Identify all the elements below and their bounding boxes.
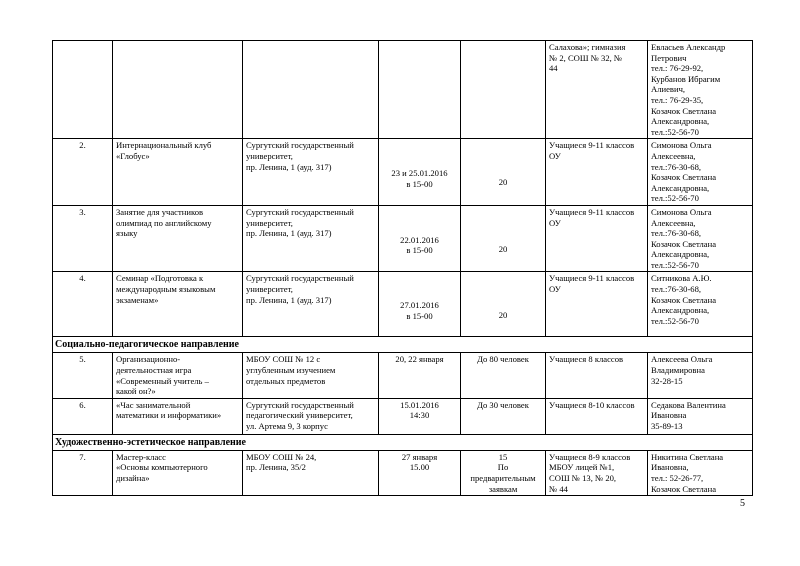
cell-contact-line: Ивановна bbox=[651, 410, 687, 421]
cell-venue bbox=[243, 353, 379, 398]
cell-venue bbox=[243, 139, 379, 206]
cell-event-line: Интернациональный клуб bbox=[116, 140, 212, 151]
cell-contact-line: Александровна, bbox=[651, 249, 710, 260]
table-row bbox=[53, 41, 753, 139]
cell-contact bbox=[648, 398, 753, 434]
cell-count-line: заявкам bbox=[488, 483, 518, 494]
cell-audience-line: ОУ bbox=[549, 284, 561, 295]
cell-contact bbox=[648, 139, 753, 206]
cell-venue-line: Сургутский государственный bbox=[246, 206, 354, 217]
cell-number bbox=[53, 205, 113, 272]
cell-count-line: По bbox=[497, 462, 509, 473]
cell-count bbox=[461, 41, 546, 139]
cell-event-line: Семинар «Подготовка к bbox=[116, 273, 204, 284]
cell-audience-line: 44 bbox=[549, 63, 558, 74]
cell-contact-line: Александровна, bbox=[651, 116, 710, 127]
cell-audience-line: Учащиеся 9-11 классов bbox=[549, 206, 635, 217]
cell-contact-line: Козачок Светлана bbox=[651, 172, 717, 183]
table-row bbox=[53, 272, 753, 337]
cell-contact-line: Симонова Ольга bbox=[651, 140, 712, 151]
cell-count bbox=[461, 353, 546, 398]
cell-audience bbox=[546, 272, 648, 337]
cell-audience-line: Учащиеся 8-10 классов bbox=[549, 399, 635, 410]
table-row bbox=[53, 450, 753, 495]
cell-event bbox=[113, 41, 243, 139]
cell-audience-line: МБОУ лицей №1, bbox=[549, 462, 615, 473]
cell-audience-line: Учащиеся 9-11 классов bbox=[549, 140, 635, 151]
cell-contact-line: Александровна, bbox=[651, 182, 710, 193]
cell-venue bbox=[243, 272, 379, 337]
cell-contact-line: тел.: 76-29-35, bbox=[651, 94, 704, 105]
cell-number bbox=[53, 41, 113, 139]
cell-event bbox=[113, 353, 243, 398]
cell-audience-line: № 44 bbox=[549, 483, 568, 494]
cell-audience-line: ОУ bbox=[549, 150, 561, 161]
cell-event-line: дизайна» bbox=[116, 473, 150, 484]
cell-contact-line: Евласьев Александр bbox=[651, 42, 726, 52]
cell-contact-line: тел.:52-56-70 bbox=[651, 259, 699, 270]
cell-contact bbox=[648, 353, 753, 398]
section-title: Социально-педагогическое направление bbox=[53, 337, 753, 353]
cell-venue-line: университет, bbox=[246, 284, 293, 295]
cell-event-line: «Основы компьютерного bbox=[116, 462, 208, 473]
cell-number bbox=[53, 398, 113, 434]
cell-date bbox=[379, 450, 461, 495]
cell-audience-line: СОШ № 13, № 20, bbox=[549, 473, 617, 484]
cell-number-line: 4. bbox=[79, 273, 86, 284]
table-row bbox=[53, 139, 753, 206]
cell-contact-line: 32-28-15 bbox=[651, 375, 683, 386]
cell-count-line: 20 bbox=[498, 309, 508, 320]
cell-contact-line: Петрович bbox=[651, 52, 687, 63]
cell-contact-line: тел.:52-56-70 bbox=[651, 315, 699, 326]
cell-number-line: 7. bbox=[79, 451, 86, 462]
cell-contact-line: Алексеевна, bbox=[651, 150, 696, 161]
cell-contact-line: Владимировна bbox=[651, 365, 705, 376]
cell-number bbox=[53, 139, 113, 206]
cell-venue-line: пр. Ленина, 35/2 bbox=[246, 462, 306, 473]
cell-contact-line: Александровна, bbox=[651, 305, 710, 316]
cell-contact-line: Ивановна, bbox=[651, 462, 689, 473]
cell-event-line: деятельностная игра bbox=[116, 365, 192, 376]
cell-event bbox=[113, 139, 243, 206]
section-row bbox=[53, 434, 753, 450]
schedule-table-body bbox=[53, 41, 753, 496]
cell-event bbox=[113, 450, 243, 495]
cell-contact-line: тел.:76-30-68, bbox=[651, 284, 702, 295]
cell-audience-line: ОУ bbox=[549, 217, 561, 228]
cell-contact-line: Козачок Светлана bbox=[651, 238, 717, 249]
cell-date-line: 15.01.2016 bbox=[400, 399, 439, 410]
cell-date-line: 23 и 25.01.2016 bbox=[391, 168, 448, 179]
cell-venue-line: университет, bbox=[246, 217, 293, 228]
cell-venue bbox=[243, 398, 379, 434]
cell-event-line: олимпиад по английскому bbox=[116, 217, 212, 228]
cell-audience-line: Учащиеся 8 классов bbox=[549, 354, 624, 365]
page-number: 5 bbox=[740, 498, 745, 509]
cell-contact bbox=[648, 41, 753, 139]
cell-event-line: какой он?» bbox=[116, 386, 156, 397]
cell-audience bbox=[546, 41, 648, 139]
cell-venue-line: ул. Артема 9, 3 корпус bbox=[246, 421, 328, 432]
cell-event-line: Занятие для участников bbox=[116, 206, 204, 217]
cell-date bbox=[379, 272, 461, 337]
cell-number-line: 6. bbox=[79, 399, 86, 410]
cell-audience-line: Учащиеся 8-9 классов bbox=[549, 451, 631, 462]
cell-date bbox=[379, 205, 461, 272]
cell-contact-line: Ситникова А.Ю. bbox=[651, 273, 712, 284]
cell-venue-line: пр. Ленина, 1 (ауд. 317) bbox=[246, 294, 332, 305]
cell-count bbox=[461, 139, 546, 206]
cell-count-line: До 30 человек bbox=[477, 399, 529, 410]
cell-date-line: в 15-00 bbox=[406, 178, 433, 189]
cell-number-line: 5. bbox=[79, 354, 86, 365]
cell-date-line: 15.00 bbox=[409, 462, 430, 473]
cell-venue-line: углубленным изучением bbox=[246, 365, 336, 376]
cell-venue-line: Сургутский государственный bbox=[246, 140, 354, 151]
cell-contact bbox=[648, 272, 753, 337]
table-row bbox=[53, 205, 753, 272]
cell-event bbox=[113, 272, 243, 337]
cell-contact-line: тел.:76-30-68, bbox=[651, 228, 702, 239]
cell-audience-line: Учащиеся 9-11 классов bbox=[549, 273, 635, 284]
cell-date-line: 27.01.2016 bbox=[400, 300, 439, 311]
cell-count-line: До 80 человек bbox=[477, 354, 529, 365]
cell-number-line: 3. bbox=[79, 206, 86, 217]
cell-date bbox=[379, 353, 461, 398]
cell-event-line: международным языковым bbox=[116, 284, 216, 295]
cell-venue bbox=[243, 205, 379, 272]
cell-count-line: предварительным bbox=[470, 473, 536, 484]
table-row bbox=[53, 398, 753, 434]
cell-contact-line: Симонова Ольга bbox=[651, 206, 712, 217]
cell-contact-line: Алиевич, bbox=[651, 84, 686, 95]
cell-venue bbox=[243, 450, 379, 495]
cell-venue-line: университет, bbox=[246, 150, 293, 161]
cell-venue-line: отдельных предметов bbox=[246, 375, 326, 386]
cell-contact-line: 35-89-13 bbox=[651, 421, 683, 432]
cell-audience bbox=[546, 353, 648, 398]
cell-count bbox=[461, 272, 546, 337]
cell-contact bbox=[648, 205, 753, 272]
cell-contact-line: Козачок Светлана bbox=[651, 105, 717, 116]
cell-event-line: экзаменам» bbox=[116, 294, 159, 305]
cell-audience-line: № 2, СОШ № 32, № bbox=[549, 52, 623, 63]
cell-contact-line: Курбанов Ибрагим bbox=[651, 73, 721, 84]
cell-contact bbox=[648, 450, 753, 495]
cell-count bbox=[461, 205, 546, 272]
cell-contact-line: тел.:76-30-68, bbox=[651, 161, 702, 172]
cell-venue-line: пр. Ленина, 1 (ауд. 317) bbox=[246, 228, 332, 239]
cell-event-line: «Глобус» bbox=[116, 150, 150, 161]
cell-event-line: языку bbox=[116, 228, 138, 239]
cell-date-line: в 15-00 bbox=[406, 245, 433, 256]
cell-audience bbox=[546, 450, 648, 495]
cell-count-line: 20 bbox=[498, 177, 508, 188]
cell-event-line: Мастер-класс bbox=[116, 451, 166, 462]
cell-event bbox=[113, 398, 243, 434]
cell-event-line: Организационно- bbox=[116, 354, 181, 365]
cell-number bbox=[53, 272, 113, 337]
cell-date bbox=[379, 139, 461, 206]
cell-number bbox=[53, 353, 113, 398]
cell-date-line: 27 января bbox=[401, 451, 438, 462]
cell-date bbox=[379, 398, 461, 434]
cell-contact-line: тел.:52-56-70 bbox=[651, 126, 699, 137]
cell-count-line: 15 bbox=[498, 451, 508, 462]
cell-date-line: 20, 22 января bbox=[395, 354, 444, 365]
cell-contact-line: Седакова Валентина bbox=[651, 399, 726, 410]
table-row bbox=[53, 353, 753, 398]
section-row bbox=[53, 337, 753, 353]
cell-contact-line: тел.: 76-29-92, bbox=[651, 63, 704, 74]
cell-contact-line: Алексеевна, bbox=[651, 217, 696, 228]
cell-contact-line: Никитина Светлана bbox=[651, 451, 724, 462]
section-title: Художественно-эстетическое направление bbox=[53, 434, 753, 450]
cell-venue-line: Сургутский государственный bbox=[246, 273, 354, 284]
cell-event-line: «Час занимательной bbox=[116, 399, 191, 410]
cell-venue-line: педагогический университет, bbox=[246, 410, 353, 421]
cell-date-line: 22.01.2016 bbox=[400, 234, 439, 245]
cell-number-line: 2. bbox=[79, 140, 86, 151]
cell-audience-line: Салахова»; гимназия bbox=[549, 42, 626, 52]
cell-venue bbox=[243, 41, 379, 139]
cell-venue-line: МБОУ СОШ № 24, bbox=[246, 451, 317, 462]
cell-venue-line: пр. Ленина, 1 (ауд. 317) bbox=[246, 161, 332, 172]
cell-count-line: 20 bbox=[498, 243, 508, 254]
cell-number bbox=[53, 450, 113, 495]
cell-venue-line: Сургутский государственный bbox=[246, 399, 354, 410]
cell-contact-line: Алексеева Ольга bbox=[651, 354, 713, 365]
cell-count bbox=[461, 398, 546, 434]
cell-event-line: «Современный учитель – bbox=[116, 375, 209, 386]
cell-audience bbox=[546, 139, 648, 206]
cell-audience bbox=[546, 398, 648, 434]
schedule-table bbox=[52, 40, 753, 496]
cell-date-line: в 15-00 bbox=[406, 310, 433, 321]
cell-count bbox=[461, 450, 546, 495]
cell-contact-line: Козачок Светлана bbox=[651, 294, 717, 305]
cell-date bbox=[379, 41, 461, 139]
cell-event bbox=[113, 205, 243, 272]
cell-contact-line: тел.: 52-26-77, bbox=[651, 473, 704, 484]
cell-contact-line: Козачок Светлана bbox=[651, 483, 717, 494]
cell-venue-line: МБОУ СОШ № 12 с bbox=[246, 354, 321, 365]
cell-contact-line: тел.:52-56-70 bbox=[651, 193, 699, 204]
cell-date-line: 14:30 bbox=[409, 410, 430, 421]
cell-event-line: математики и информатики» bbox=[116, 410, 222, 421]
cell-audience bbox=[546, 205, 648, 272]
